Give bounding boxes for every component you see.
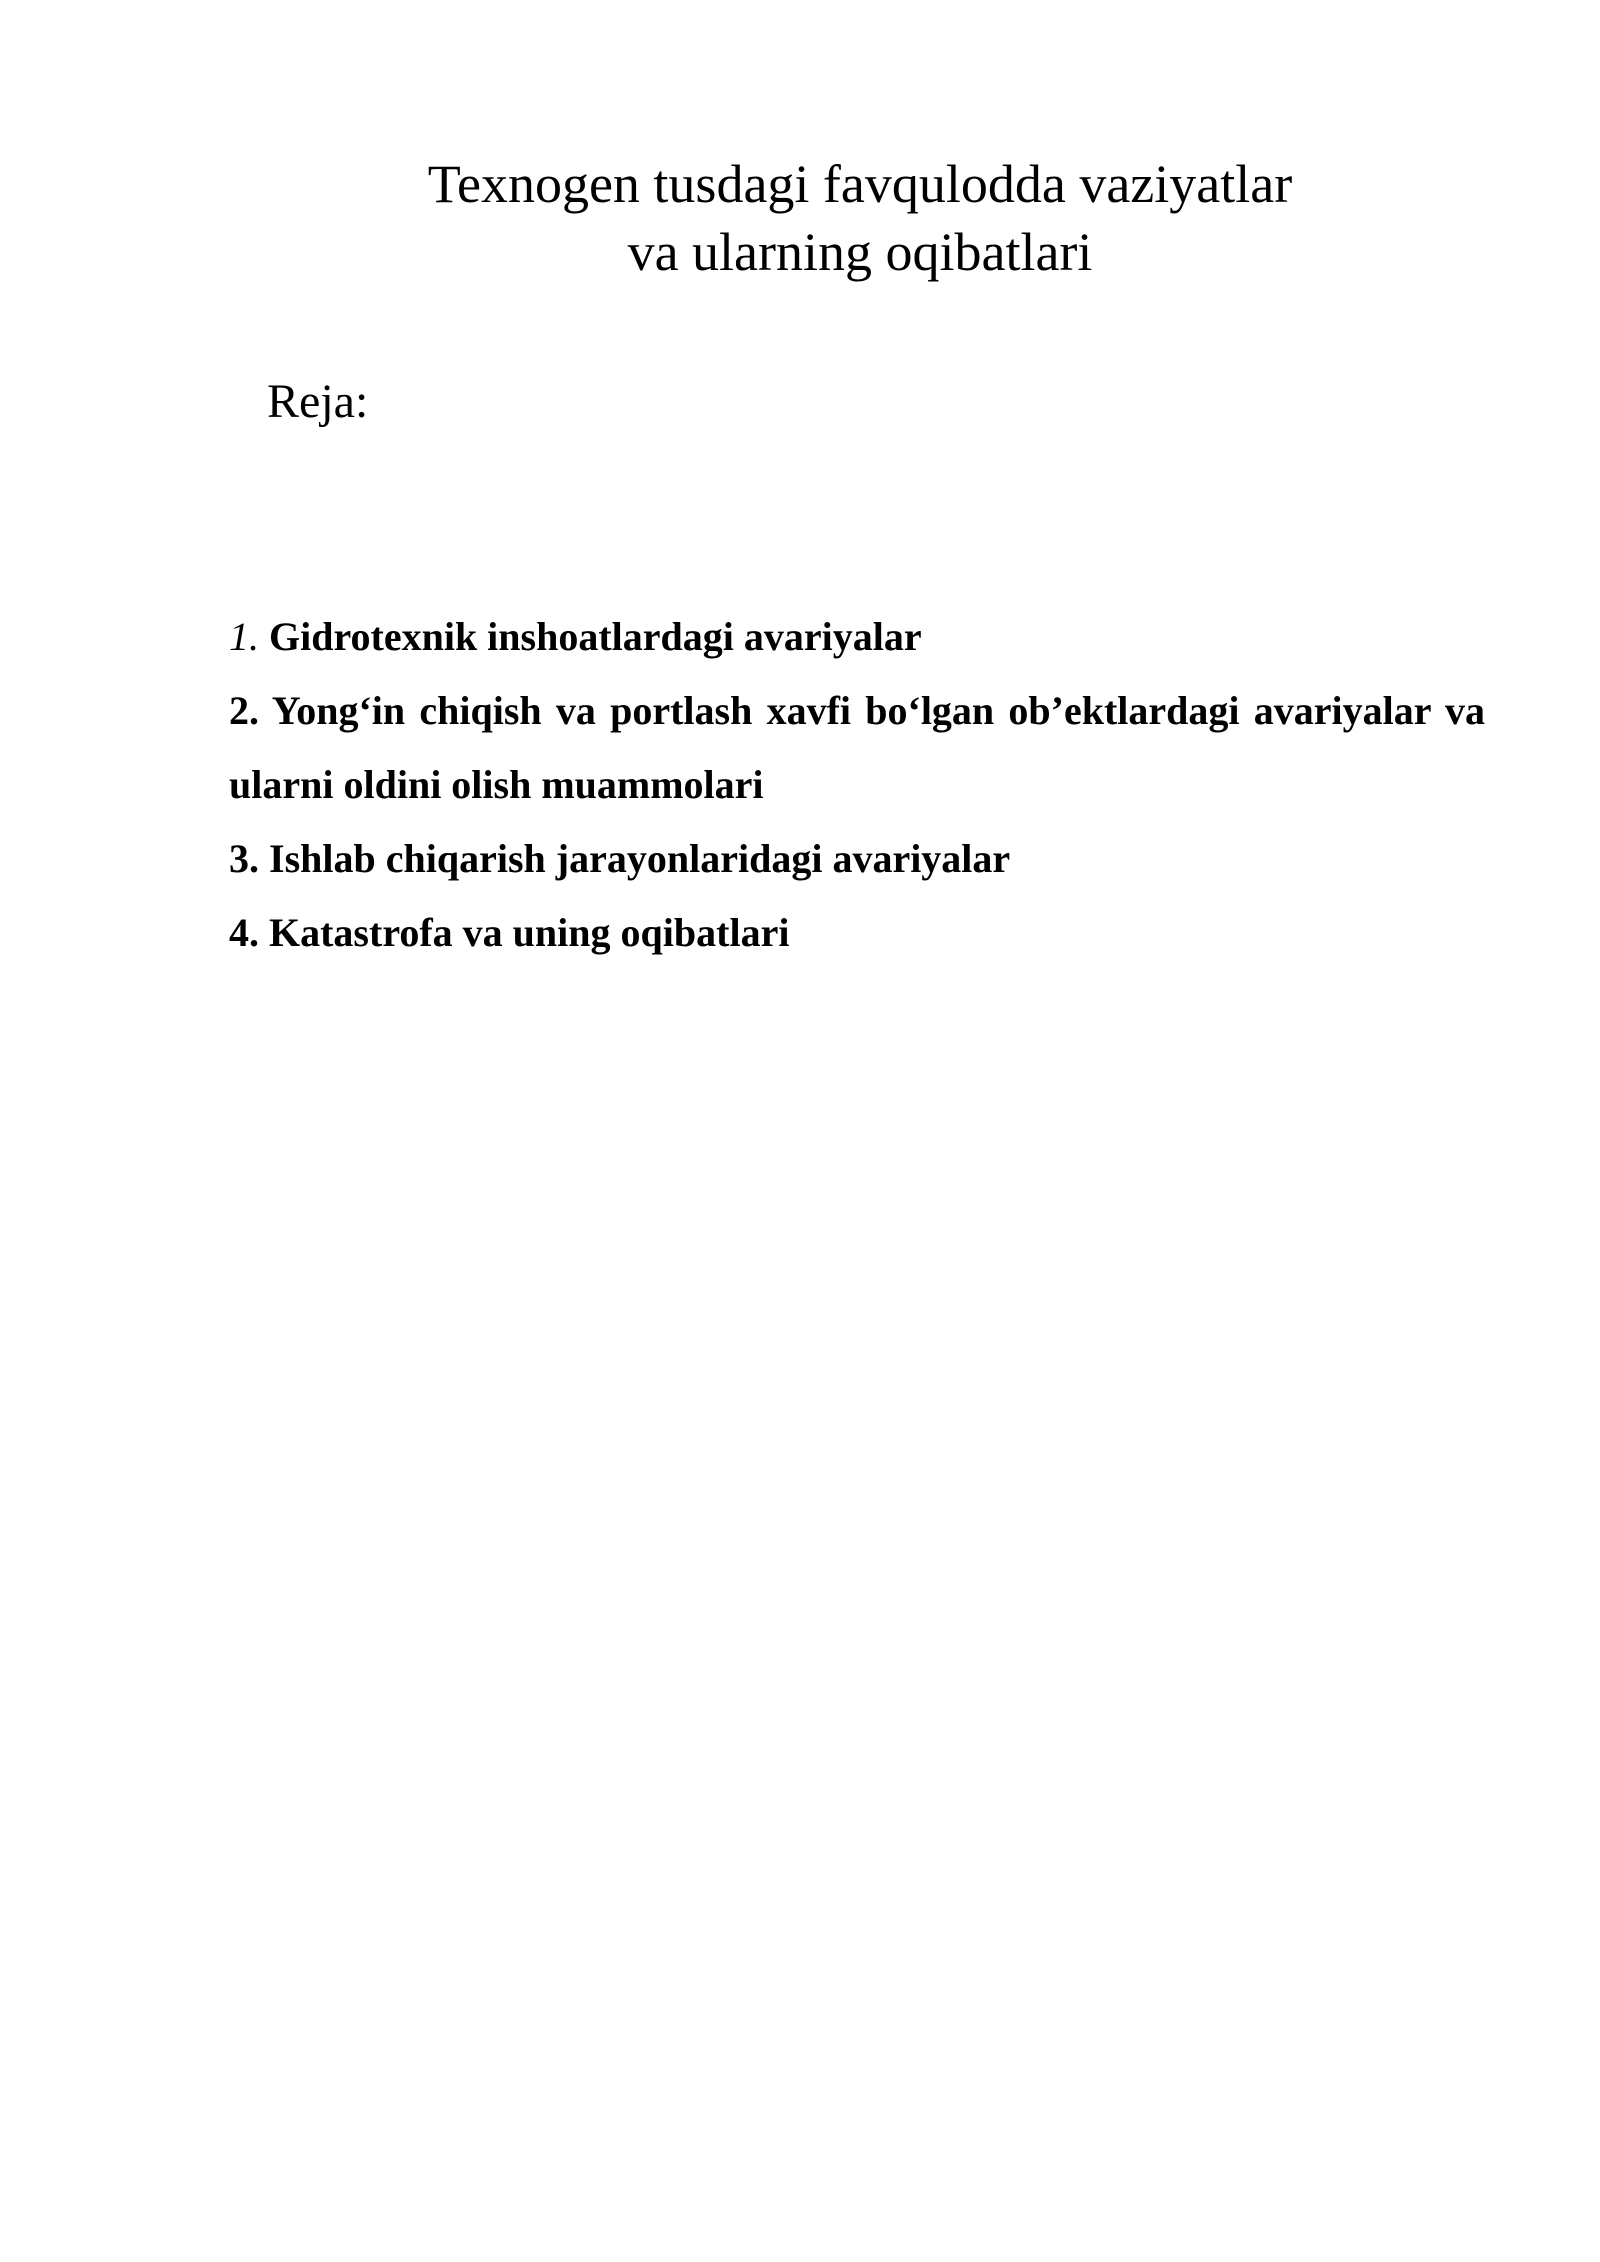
plan-item-text: Yong‘in chiqish va portlash xavfi bo‘lgan ob’ektlardagi avariyalar va ularni oldini olish muammolari [229,688,1485,807]
document-title-line-1: Texnogen tusdagi favqulodda vaziyatlar [427,154,1293,214]
document-title [0,150,1600,286]
plan-item-number: 3. [229,836,259,881]
plan-item-number: 4. [229,910,259,955]
plan-list [229,600,1485,970]
plan-item-text: Ishlab chiqarish jarayonlaridagi avariyalar [269,836,1011,881]
plan-item-text: Katastrofa va uning oqibatlari [269,910,790,955]
plan-item-2 [229,674,1485,822]
document-title-line-2: va ularning oqibatlari [627,222,1093,282]
plan-item-number: 2. [229,688,259,733]
plan-item-3 [229,822,1485,896]
plan-item-text: Gidrotexnik inshoatlardagi avariyalar [269,614,922,659]
plan-item-1 [229,600,1485,674]
plan-item-4 [229,896,1485,970]
plan-heading: Reja: [267,375,369,428]
plan-item-number: 1. [229,614,259,659]
